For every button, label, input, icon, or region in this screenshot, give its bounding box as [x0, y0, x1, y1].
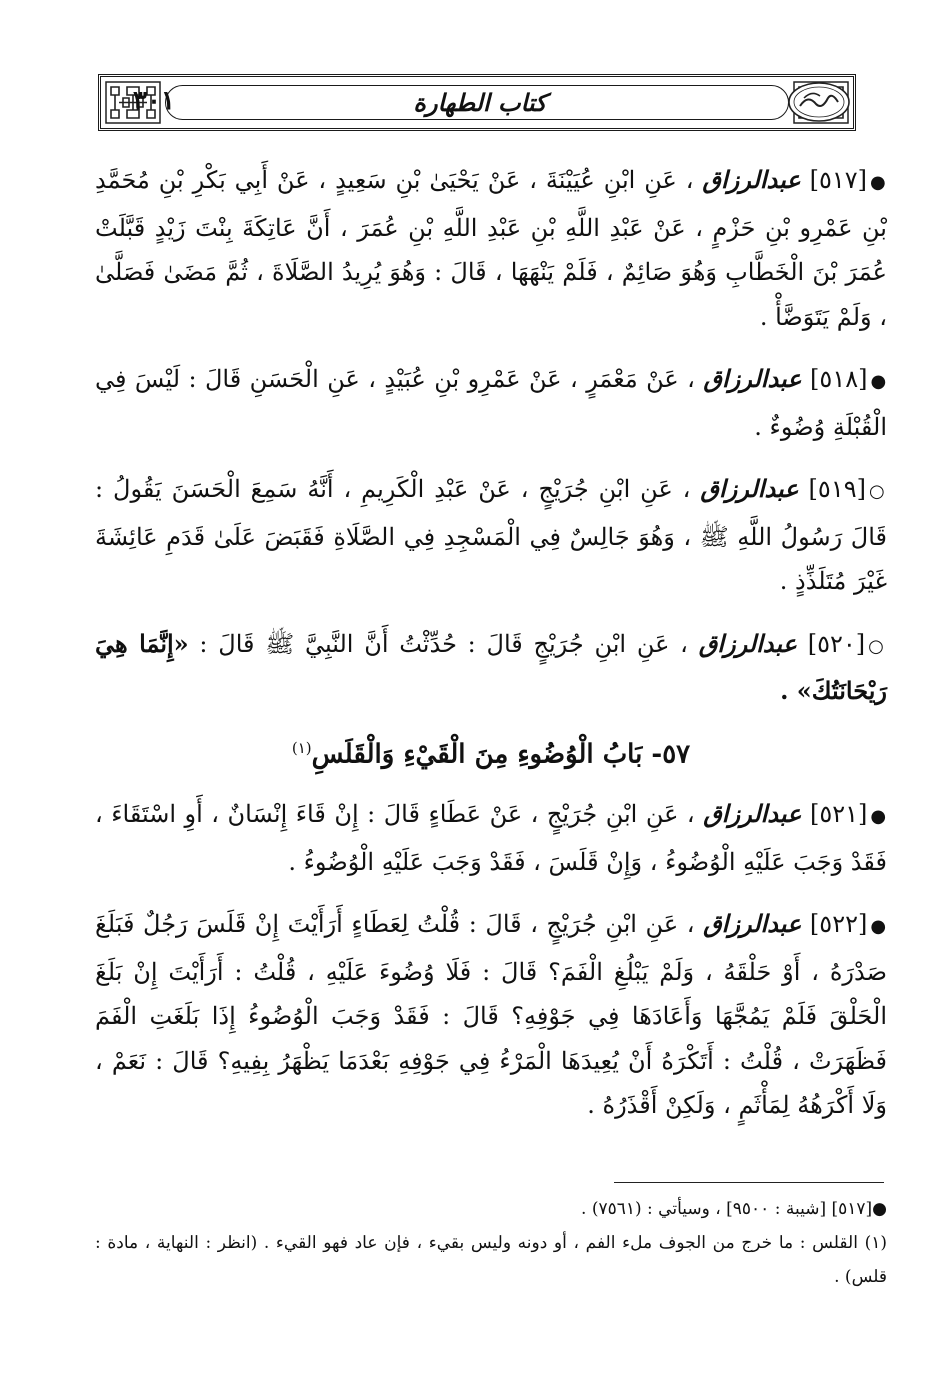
narrator-name: عبدالرزاق [702, 165, 801, 194]
hadith-number: [٥٢٠] [807, 629, 866, 658]
footnote-source: ●[٥١٧] [شيبة : ٩٥٠٠] ، وسيأتي : (٧٥٦١) . [581, 1199, 887, 1219]
hadith-text: ، عَنْ مَعْمَرٍ ، عَنْ عَمْرِو بْنِ عُبَيْدٍ ، عَنِ الْحَسَنِ قَالَ : لَيْسَ فِي الْقُبْلَةِ وُضُوءٌ . [95, 365, 887, 441]
hadith-518 [95, 357, 887, 449]
book-title: كتاب الطهارة [413, 87, 547, 117]
hadith-520 [95, 622, 887, 714]
hadith-text: ، عَنِ ابْنِ جُرَيْجٍ ، قَالَ : قُلْتُ لِعَطَاءٍ أَرَأَيْتَ إِنْ قَلَسَ رَجُلٌ فَبَلَغَ صَدْرَهُ ، أَوْ حَلْقَهُ ، وَلَمْ يَبْلُغِ الْفَمَ؟ قَالَ : فَلَا وُضُوءَ عَلَيْهِ ، قُلْتُ : أَرَأَيْتَ إِنْ بَلَغَ الْحَلْقَ فَلَمْ يَمُجَّهَا وَأَعَادَهَا فِي جَوْفِهِ؟ قَالَ : فَقَدْ وَجَبَ الْوُضُوءُ إِذَا بَلَغَتِ الْفَمَ فَظَهَرَتْ ، قُلْتُ : أَتَكْرَهُ أَنْ يُعِيدَهَا الْمَرْءُ فِي جَوْفِهِ بَعْدَمَا يَظْهَرُ بِفِيهِ؟ قَالَ : نَعَمْ ، وَلَا أَكْرَهُهُ لِمَأْثَمٍ ، وَلَكِنْ أَقْذَرُهُ . [95, 910, 887, 1120]
narrator-name: عبدالرزاق [698, 628, 797, 658]
narrator-name: عبدالرزاق [703, 799, 802, 829]
narrator-name: عبدالرزاق [700, 474, 799, 503]
footnotes [95, 1192, 887, 1294]
bullet-marker: ○ [868, 635, 887, 657]
hadith-number: [٥٢٢] [809, 910, 868, 939]
bullet-marker: ● [870, 916, 887, 938]
hadith-number: [٥١٩] [808, 475, 866, 503]
bullet-marker: ● [870, 806, 887, 828]
footnote-ref: (١) [291, 738, 312, 757]
hadith-text: ، عَنِ ابْنِ جُرَيْجٍ قَالَ : حُدِّثْتُ أَنَّ النَّبِيَّ ﷺ قَالَ : [199, 629, 688, 658]
chapter-title: ٥٧- بَابُ الْوُضُوءِ مِنَ الْقَيْءِ وَالْقَلَسِ [311, 739, 691, 770]
hadith-text: ، عَنِ ابْنِ جُرَيْجٍ ، عَنْ عَطَاءٍ قَالَ : إِنْ قَاءَ إِنْسَانٌ ، أَوِ اسْتَقَاءَ ، فَقَدْ وَجَبَ عَلَيْهِ الْوُضُوءُ ، وَإِنْ قَلَسَ ، فَقَدْ وَجَبَ عَلَيْهِ الْوُضُوءُ . [95, 800, 887, 876]
hadith-number: [٥١٨] [810, 365, 868, 393]
chapter-heading [95, 726, 887, 777]
hadith-number: [٥٢١] [809, 800, 868, 829]
publisher-logo [786, 80, 852, 124]
footnote-definition: (١) القلس : ما خرج من الجوف ملء الفم ، أو دونه وليس بقيء ، فإن عاد فهو القيء . (انظر : النهاية ، مادة : قلس) . [95, 1233, 887, 1287]
page-number: ٣٠١ [133, 86, 175, 116]
hadith-text: ، عَنِ ابْنِ عُيَيْنَةَ ، عَنْ يَحْيَىٰ بْنِ سَعِيدٍ ، عَنْ أَبِي بَكْرِ بْنِ مُحَمَّدِ بْنِ عَمْرِو بْنِ حَزْمٍ ، عَنْ عَبْدِ اللَّهِ بْنِ عَبْدِ اللَّهِ بْنِ عُمَرَ ، أَنَّ عَاتِكَةَ بِنْتَ زَيْدٍ قَبَّلَتْ عُمَرَ بْنَ الْخَطَّابِ وَهُوَ صَائِمٌ ، فَلَمْ يَنْهَهَا ، قَالَ : وَهُوَ يُرِيدُ الصَّلَاةَ ، ثُمَّ مَضَىٰ فَصَلَّىٰ ، وَلَمْ يَتَوَضَّأْ . [95, 166, 887, 331]
hadith-text: ، عَنِ ابْنِ جُرَيْجٍ ، عَنْ عَبْدِ الْكَرِيمِ ، أَنَّهُ سَمِعَ الْحَسَنَ يَقُولُ : قَالَ رَسُولُ اللَّهِ ﷺ ، وَهُوَ جَالِسٌ فِي الْمَسْجِدِ فِي الصَّلَاةِ فَقَبَضَ عَلَىٰ قَدَمِ عَائِشَةَ غَيْرَ مُتَلَذِّذٍ . [95, 475, 887, 595]
hadith-number: [٥١٧] [809, 166, 867, 194]
hadith-521 [95, 792, 887, 884]
bullet-marker: ○ [868, 481, 887, 502]
hadith-519 [95, 467, 887, 604]
bullet-marker: ● [870, 172, 887, 193]
bullet-marker: ● [870, 371, 887, 392]
narrator-name: عبدالرزاق [703, 364, 802, 393]
hadith-522 [95, 902, 887, 1128]
hadith-517 [95, 158, 887, 339]
page-body [95, 158, 887, 1146]
logo-seal-icon [786, 80, 852, 124]
narrator-name: عبدالرزاق [703, 909, 802, 939]
prophetic-quote: «إِنَّمَا هِيَ رَيْحَانَتُكَ» . [95, 628, 887, 705]
footnote-divider [614, 1182, 884, 1183]
